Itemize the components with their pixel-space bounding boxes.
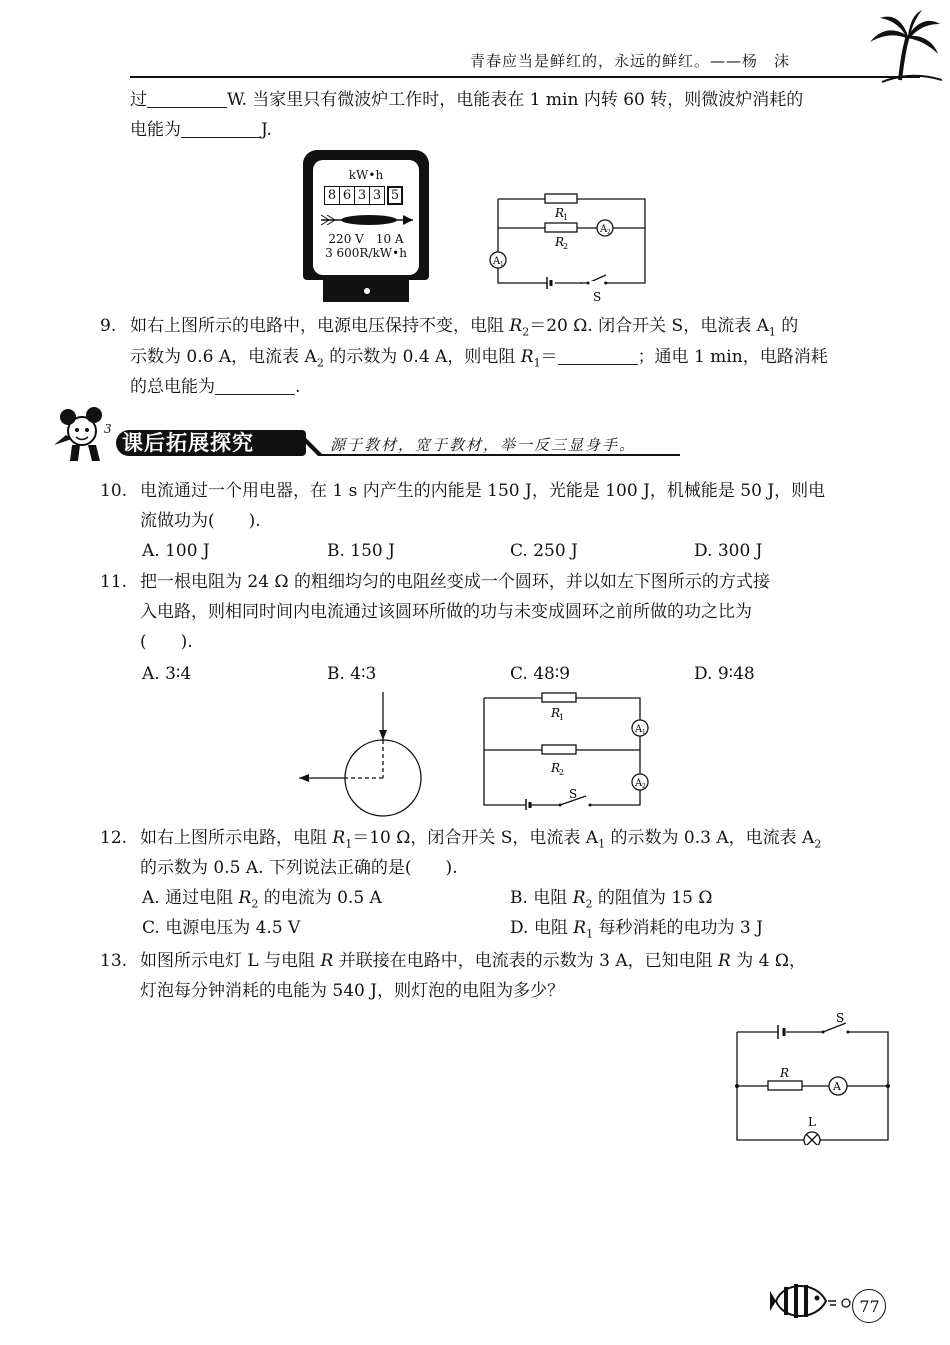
q9-number: 9. [100, 316, 117, 336]
meter-digit: 3 [370, 186, 385, 205]
q8-blank-energy[interactable] [181, 117, 261, 138]
q9-line1: 如右上图所示的电路中，电源电压保持不变，电阻 $R_2=20$ Ω. 闭合开关 S，电流表 $A_1$ 的 [130, 316, 799, 339]
q11-line2: 入电路，则相同时间内电流通过该圆环所做的功与未变成圆环之前所做的功之比为 [140, 602, 752, 622]
meter-digit: 6 [340, 186, 355, 205]
label-a1: A [493, 256, 501, 267]
meter-digit-decimal: 5 [387, 186, 403, 205]
meter-spec-voltage: 220 V 10 A [328, 232, 404, 246]
q11-option-a[interactable]: A. 3∶4 [142, 664, 192, 684]
q12-option-b[interactable]: B. 电阻 $R_2$ 的阻值为 15 Ω [510, 888, 713, 911]
label-r2: R [555, 235, 565, 249]
q13-line2: 灯泡每分钟消耗的电能为 540 J，则灯泡的电阻为多少？ [140, 981, 565, 1001]
q8-line2: 电能为 J. [130, 116, 272, 144]
label-a2-sub: 2 [607, 229, 611, 236]
q10-option-b[interactable]: B. 150 J [327, 541, 395, 561]
q8-blank-power[interactable] [147, 87, 227, 108]
label-r1: R [555, 206, 565, 220]
q11-option-b[interactable]: B. 4∶3 [327, 664, 377, 684]
q12-option-a[interactable]: A. 通过电阻 $R_2$ 的电流为 0.5 A [142, 888, 382, 911]
circuit-diagram-q13 [728, 1010, 893, 1145]
ring-resistor-figure [295, 690, 435, 820]
meter-digit: 8 [324, 186, 340, 205]
q10-number: 10. [100, 481, 128, 501]
q11-line3: ( ). [140, 632, 193, 652]
q11-option-c[interactable]: C. 48∶9 [510, 664, 571, 684]
label-r2-sub: 2 [559, 768, 565, 777]
label-r2: R [551, 761, 561, 775]
header-rule [130, 76, 920, 78]
fish-icon [770, 1275, 860, 1327]
meter-digits [324, 186, 403, 205]
q9-line2: 示数为 0.6 A，电流表 $A_2$ 的示数为 0.4 A，则电阻 $R_1=$ ；通电 1 min，电路消耗 [130, 343, 828, 377]
q9-blank-energy[interactable] [215, 374, 295, 395]
q12-option-c[interactable]: C. 电源电压为 4.5 V [142, 918, 301, 938]
label-r: R [780, 1066, 790, 1080]
q11-line1: 把一根电阻为 24 Ω 的粗细均匀的电阻丝变成一个圆环，并以如左下图所示的方式接 [140, 572, 770, 592]
svg-text:3: 3 [104, 422, 112, 436]
q10-line1: 电流通过一个用电器，在 1 s 内产生的内能是 150 J，光能是 100 J，机械能是 50 J，则电 [140, 481, 826, 501]
circuit-diagram-q9 [488, 185, 658, 305]
meter-digit: 3 [355, 186, 370, 205]
q12-number: 12. [100, 828, 128, 848]
q9-line3: 的总电能为 . [130, 373, 300, 401]
q11-option-d[interactable]: D. 9∶48 [694, 664, 755, 684]
label-switch: S [593, 290, 602, 304]
q10-option-a[interactable]: A. 100 J [142, 541, 210, 561]
label-r1-sub: 1 [563, 213, 569, 222]
q9-blank-r1[interactable] [558, 344, 638, 365]
q10-line2: 流做功为( ). [140, 511, 261, 531]
label-a2: A [635, 778, 643, 789]
meter-unit: kW•h [348, 168, 384, 182]
electric-meter [303, 150, 429, 302]
label-r1: R [551, 706, 561, 720]
q8-line1: 过 W. 当家里只有微波炉工作时，电能表在 1 min 内转 60 转，则微波炉消耗的 [130, 86, 803, 114]
meter-disc-arrow [319, 212, 415, 228]
q10-option-d[interactable]: D. 300 J [694, 541, 763, 561]
section-subtitle: 源于教材，宽于教材，举一反三显身手。 [330, 436, 637, 454]
label-switch: S [569, 787, 578, 801]
label-r2-sub: 2 [563, 242, 569, 251]
label-a2-sub: 2 [642, 783, 646, 790]
label-a1: A [635, 724, 643, 735]
q10-option-c[interactable]: C. 250 J [510, 541, 578, 561]
section-mascot-icon [52, 405, 124, 465]
label-a2: A [600, 224, 608, 235]
label-a1-sub: 1 [500, 261, 504, 268]
section-title: 课后拓展探究 [122, 431, 254, 455]
palm-tree-icon [862, 8, 942, 83]
label-a1-sub: 1 [642, 729, 646, 736]
switch-s[interactable] [580, 275, 608, 287]
q13-number: 13. [100, 951, 128, 971]
header-quote: 青春应当是鲜红的，永远的鲜红。——杨 沫 [470, 52, 791, 70]
lamp-icon [804, 1132, 820, 1145]
label-a: A [833, 1080, 841, 1093]
q11-number: 11. [100, 572, 128, 592]
label-lamp: L [808, 1115, 816, 1129]
q12-option-d[interactable]: D. 电阻 $R_1$ 每秒消耗的电功为 3 J [510, 918, 763, 941]
label-switch: S [836, 1011, 845, 1025]
label-r1-sub: 1 [559, 713, 565, 722]
q12-line1: 如右上图所示电路，电阻 $R_1=10$ Ω，闭合开关 S，电流表 $A_1$ 的示数为 0.3 A，电流表 $A_2$ [140, 828, 822, 851]
circuit-diagram-q12 [478, 690, 658, 810]
q13-line1: 如图所示电灯 L 与电阻 R 并联接在电路中，电流表的示数为 3 A，已知电阻 R 为 4 Ω， [140, 951, 806, 971]
meter-spec-revs: 3 600R/kW•h [325, 246, 407, 260]
page-number: 77 [859, 1297, 880, 1316]
q12-line2: 的示数为 0.5 A. 下列说法正确的是( ). [140, 858, 458, 878]
